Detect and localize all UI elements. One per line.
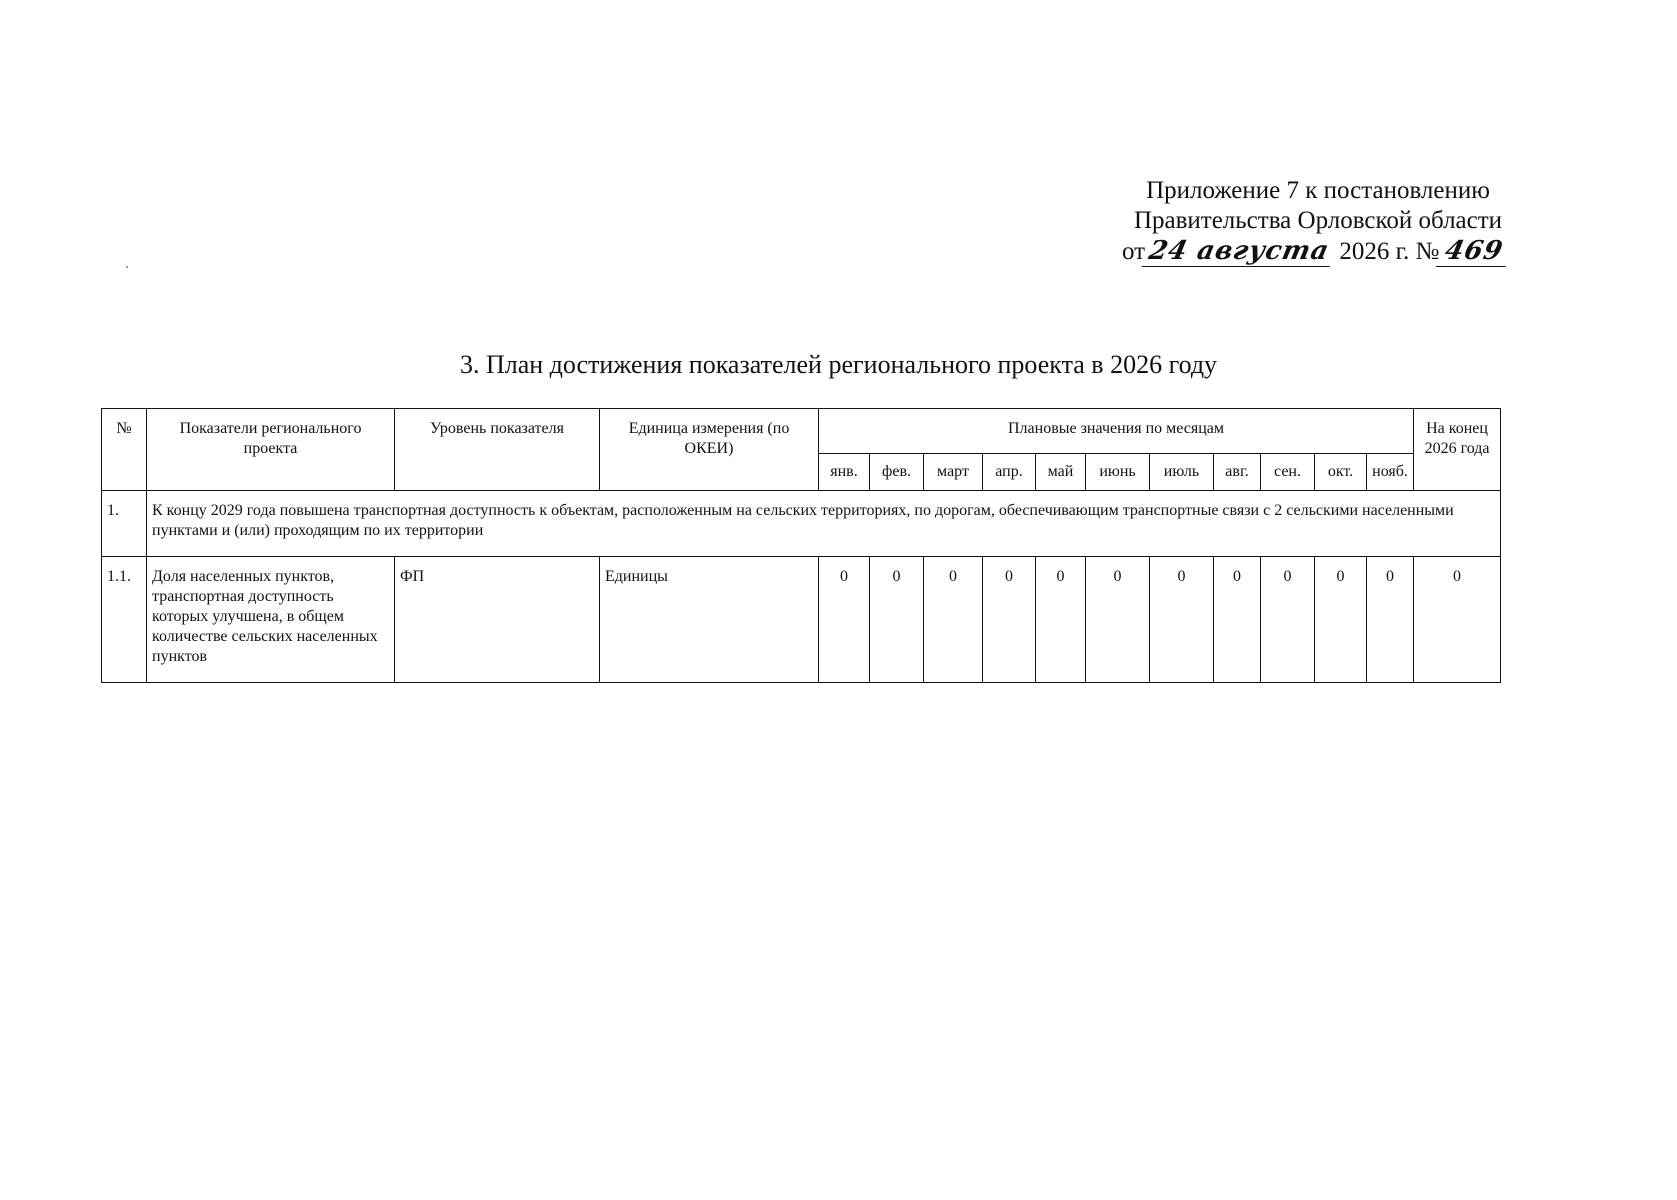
month-header: май [1036,454,1086,491]
month-header: март [924,454,983,491]
appendix-line-2: Правительства Орловской области [1133,207,1503,234]
handwritten-number: 469 [1436,236,1513,267]
plan-table [101,408,1501,683]
month-value: 0 [1214,557,1261,683]
month-value: 0 [1261,557,1315,683]
appendix-header [1108,176,1528,267]
header-unit: Единица измерения (по ОКЕИ) [600,409,819,491]
row-unit: Единицы [600,557,819,683]
month-value: 0 [1367,557,1414,683]
header-indicator: Показатели регионального проекта [147,409,395,491]
month-header: июнь [1086,454,1150,491]
table-row [102,557,1501,683]
month-value: 0 [1036,557,1086,683]
header-num: № [102,409,147,491]
appendix-line-3 [1108,236,1528,267]
month-header: апр. [983,454,1036,491]
appendix-year: 2026 г. № [1339,238,1440,265]
handwritten-date: 24 августа [1142,236,1337,267]
month-header: сен. [1261,454,1315,491]
month-header: окт. [1315,454,1367,491]
section-num: 1. [102,491,147,557]
section-row [102,491,1501,557]
header-monthly: Плановые значения по месяцам [819,409,1414,454]
row-level: ФП [395,557,600,683]
month-value: 0 [1086,557,1150,683]
document-title: 3. План достижения показателей регионального проекта в 2026 году [459,350,1218,379]
section-text: К концу 2029 года повышена транспортная доступность к объектам, расположенным на сельских территориях, по дорогам, обеспечивающим транспортные связи с 2 сельскими населенными пунктами и (или) проходящим по их территории [147,491,1501,557]
month-value: 0 [1150,557,1214,683]
end-value: 0 [1414,557,1501,683]
month-header: нояб. [1367,454,1414,491]
month-header: янв. [819,454,870,491]
row-num: 1.1. [102,557,147,683]
appendix-prefix: от [1122,238,1146,265]
header-end: На конец 2026 года [1414,409,1501,491]
month-value: 0 [819,557,870,683]
month-value: 0 [983,557,1036,683]
month-header: авг. [1214,454,1261,491]
appendix-line-1: Приложение 7 к постановлению [1146,177,1490,204]
month-header: июль [1150,454,1214,491]
month-header: фев. [870,454,924,491]
row-indicator: Доля населенных пунктов, транспортная доступность которых улучшена, в общем количестве сельских населенных пунктов [147,557,395,683]
scan-speck [126,266,128,268]
month-value: 0 [924,557,983,683]
month-value: 0 [1315,557,1367,683]
header-row-1 [102,409,1501,454]
header-level: Уровень показателя [395,409,600,491]
month-value: 0 [870,557,924,683]
